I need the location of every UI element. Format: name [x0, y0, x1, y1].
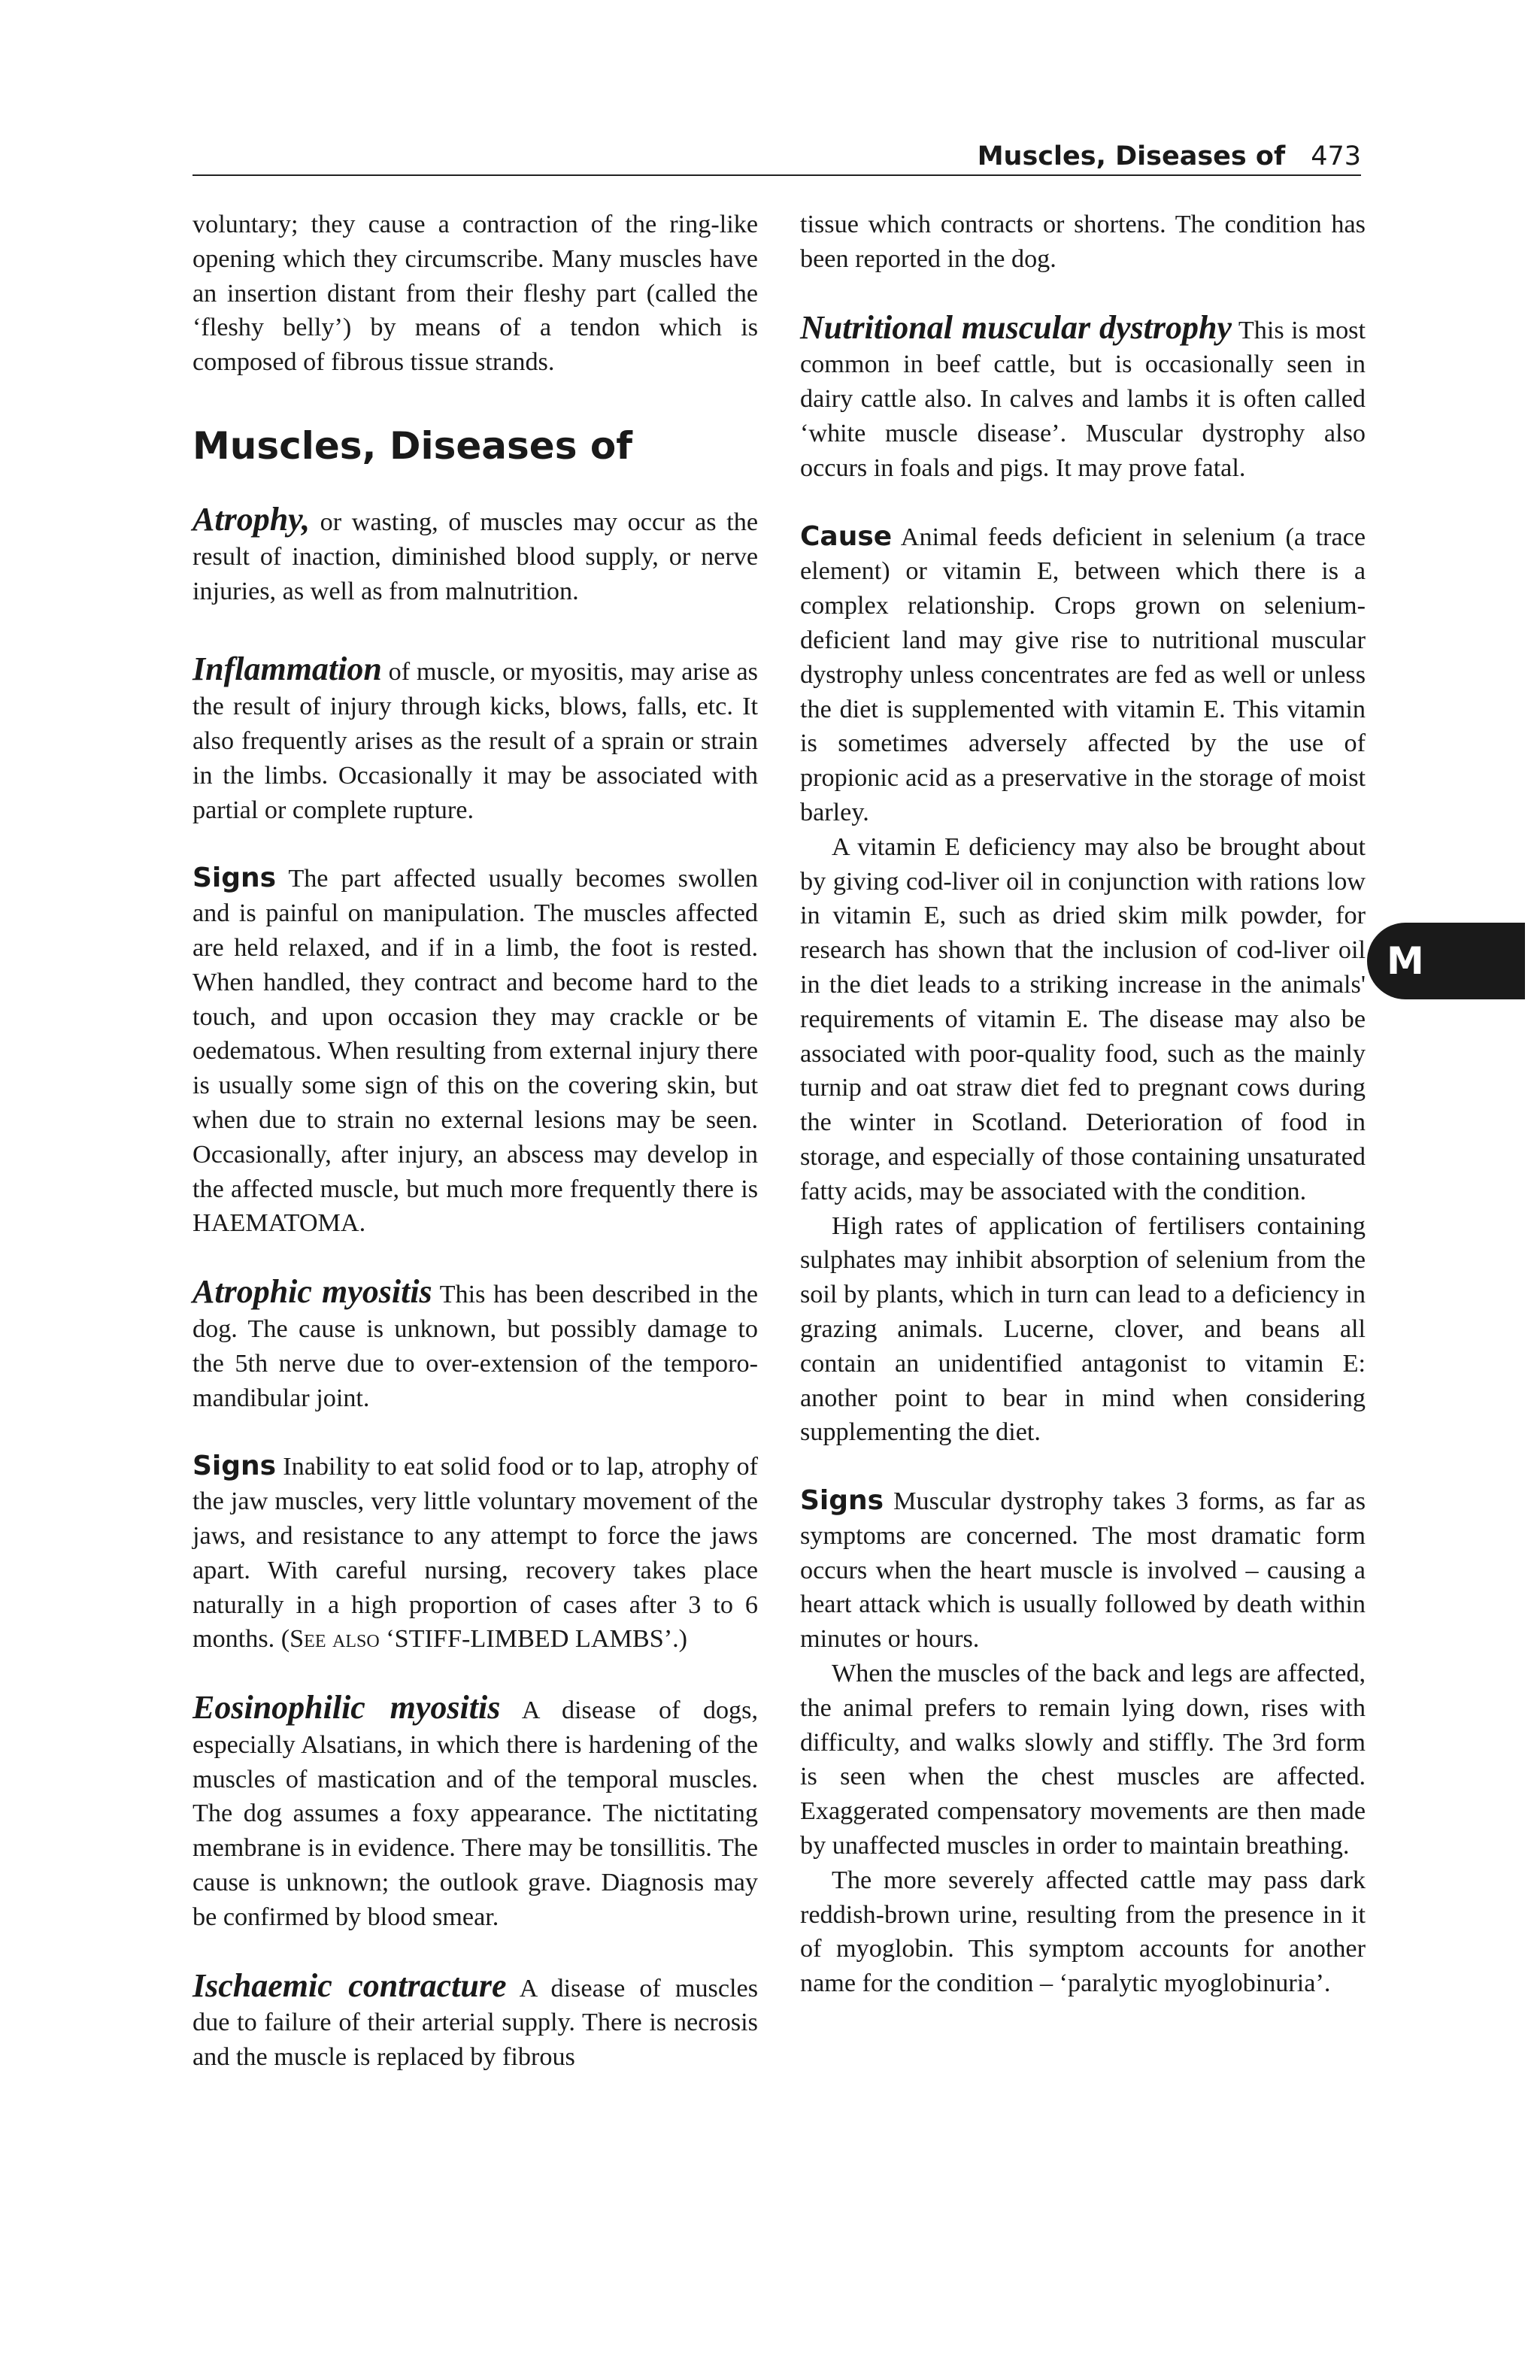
- paragraph-back-legs: When the muscles of the back and legs are affected, the animal prefers to remain lying down, rises with difficulty, and walks slowly and stiffly. The 3rd form is seen when the chest muscles are affected. Exaggerated compensatory movements are then made by unaffected muscles in order to maintain breathing.: [800, 1660, 1366, 1860]
- page-number: 473: [1311, 141, 1361, 171]
- subhead-signs: Signs: [192, 1451, 277, 1482]
- paragraph-voluntary: voluntary; they cause a contraction of the ring-like opening which they circumscribe. Many muscles have an insertion distant from their fleshy part (called the ‘fleshy belly’) by means of a tendon which is composed of fibrous tissue strands.: [192, 211, 758, 377]
- header-rule: [192, 174, 1361, 176]
- entry-head-ischaemic-contracture: Ischaemic contracture: [192, 1966, 507, 2004]
- entry-signs-atrophic: Signs Inability to eat solid food or to lap, atrophy of the jaw muscles, very little voluntary movement of the jaws, and resistance to any attempt to force the jaws apart. With careful nursing, recovery takes place naturally in a high proportion of cases after 3 to 6 months. (See also ‘STIFF-LIMBED LAMBS’.): [192, 1451, 758, 1654]
- entry-ischaemic-contracture: Ischaemic contracture A disease of muscles due to failure of their arterial supply. There is necrosis and the muscle is replaced by fibrous: [192, 1966, 758, 2072]
- subhead-signs: Signs: [192, 863, 277, 894]
- entry-head-nutritional-dystrophy: Nutritional muscular dystrophy: [800, 308, 1232, 346]
- paragraph-fertilisers: High rates of application of fertilisers containing sulphates may inhibit absorption of selenium from the soil by plants, which in turn can lead to a deficiency in grazing animals. Lucerne, clover, and beans all contain an unidentified antagonist to vitamin E: another point to bear in mind when considering supplementing the diet.: [800, 1211, 1366, 1447]
- entry-inflammation: Inflammation of muscle, or myositis, may arise as the result of injury through kicks, blows, falls, etc. It also frequently arises as the result of a sprain or strain in the limbs. Occasionally it may be associated with partial or complete rupture.: [192, 650, 758, 824]
- right-column: [800, 208, 1366, 2001]
- paragraph-vitamin-e: A vitamin E deficiency may also be brought about by giving cod-liver oil in conjunction with rations low in vitamin E, such as dried skim milk powder, for research has shown that the inclusion of cod-liver oil in the diet leads to a striking increase in the animals' requirements of vitamin E. The disease may also be associated with poor-quality food, such as the mainly turnip and oat straw diet fed to pregnant cows during the winter in Scotland. Deterioration of food in storage, and especially of those containing unsaturated fatty acids, may be associated with the condition.: [800, 832, 1366, 1205]
- paragraph-severe-cattle: The more severely affected cattle may pass dark reddish-brown urine, resulting from the presence in it of myoglobin. This symptom accounts for another name for the condition – ‘paralytic myoglobinuria’.: [800, 1866, 1366, 1998]
- entry-signs-dystrophy: Signs Muscular dystrophy takes 3 forms, as far as symptoms are concerned. The most dramatic form occurs when the heart muscle is involved – causing a heart attack which is usually followed by death within minutes or hours.: [800, 1485, 1366, 1654]
- subhead-cause: Cause: [800, 520, 893, 552]
- entry-atrophy: Atrophy, or wasting, of muscles may occur as the result of inaction, diminished blood supply, or nerve injuries, as well as from malnutrition.: [192, 500, 758, 605]
- entry-head-eosinophilic-myositis: Eosinophilic myositis: [192, 1689, 501, 1727]
- entry-head-atrophic-myositis: Atrophic myositis: [192, 1273, 432, 1311]
- section-heading: Muscles, Diseases of: [192, 423, 632, 468]
- left-column: [192, 208, 758, 2075]
- thumb-index-letter: M: [1387, 939, 1424, 983]
- entry-nutritional-muscular-dystrophy: Nutritional muscular dystrophy This is most common in beef cattle, but is occasionally seen in dairy cattle also. In calves and lambs it is often called ‘white muscle disease’. Muscular dystrophy also occurs in foals and pigs. It may prove fatal.: [800, 308, 1366, 482]
- entry-atrophic-myositis: Atrophic myositis This has been described in the dog. The cause is unknown, but possibly damage to the 5th nerve due to over-extension of the temporo-mandibular joint.: [192, 1273, 759, 1412]
- paragraph-tissue: tissue which contracts or shortens. The condition has been reported in the dog.: [800, 211, 1366, 273]
- thumb-index-tab: [1367, 923, 1525, 999]
- entry-cause: Cause Animal feeds deficient in selenium (a trace element) or vitamin E, between which there is a complex relationship. Crops grown on selenium-deficient land may give rise to nutritional muscular dystrophy unless concentrates are fed as well or unless the diet is supplemented with vitamin E. This vitamin is sometimes adversely affected by the use of propionic acid as a preservative in the storage of moist barley.: [800, 520, 1366, 826]
- entry-signs-inflammation: Signs The part affected usually becomes swollen and is painful on manipulation. The muscles affected are held relaxed, and if in a limb, the foot is rested. When handled, they contract and become hard to the touch, and upon occasion they may crackle or be oedematous. When resulting from external injury there is usually some sign of this on the covering skin, but when due to strain no external lesions may be seen. Occasionally, after injury, an abscess may develop in the affected muscle, but much more frequently there is HAEMATOMA.: [192, 863, 758, 1238]
- subhead-signs: Signs: [800, 1485, 884, 1517]
- entry-head-inflammation: Inflammation: [192, 650, 382, 688]
- running-title: Muscles, Diseases of: [977, 141, 1286, 171]
- cross-reference: HAEMATOMA: [192, 1209, 359, 1238]
- entry-eosinophilic-myositis: Eosinophilic myositis A disease of dogs, especially Alsatians, in which there is hardening of the muscles of mastication and of the temporal muscles. The dog assumes a foxy appearance. The nictitating membrane is in evidence. There may be tonsillitis. The cause is unknown; the outlook grave. Diagnosis may be confirmed by blood smear.: [192, 1689, 759, 1931]
- entry-head-atrophy: Atrophy,: [192, 500, 311, 538]
- running-header: [192, 126, 1361, 171]
- cross-reference: ‘STIFF-LIMBED LAMBS’: [379, 1625, 673, 1654]
